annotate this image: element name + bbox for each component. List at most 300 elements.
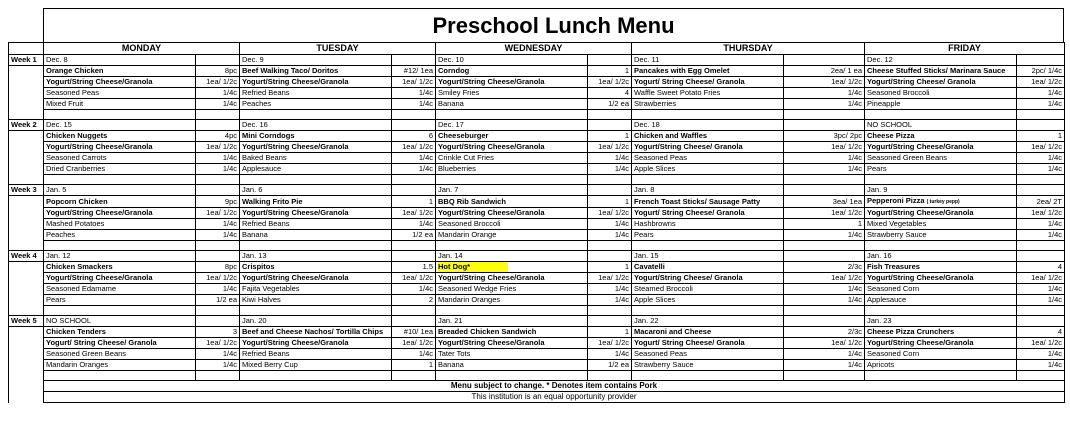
menu-item xyxy=(865,284,1017,295)
week-date-row xyxy=(9,55,1065,66)
menu-item xyxy=(44,164,196,175)
week-spacer xyxy=(9,262,44,273)
empty-cell xyxy=(392,306,436,316)
week-date-row xyxy=(9,316,1065,327)
menu-item-label: Seasoned Carrots xyxy=(46,153,107,162)
menu-item xyxy=(865,295,1017,306)
date-cell: Jan. 16 xyxy=(865,251,1017,262)
empty-cell xyxy=(1017,110,1065,120)
portion-cell: 1/4c xyxy=(392,284,436,295)
menu-item xyxy=(632,219,784,230)
date-qty-cell xyxy=(1017,185,1065,196)
menu-item xyxy=(436,164,588,175)
menu-item-label: Macaroni and Cheese xyxy=(634,327,712,336)
menu-item-label: Seasoned Green Beans xyxy=(46,349,127,358)
menu-item xyxy=(865,262,1017,273)
portion-cell: 1ea/ 1/2c xyxy=(588,208,632,219)
menu-item-label: Chicken Nuggets xyxy=(46,131,108,140)
portion-cell: 9pc xyxy=(196,196,240,208)
date-qty-cell xyxy=(588,316,632,327)
empty-cell xyxy=(240,306,392,316)
empty-cell xyxy=(196,241,240,251)
empty-cell xyxy=(240,241,392,251)
menu-item xyxy=(865,338,1017,349)
menu-item xyxy=(240,66,392,77)
menu-item xyxy=(436,219,588,230)
menu-item xyxy=(632,360,784,371)
portion-cell: 1/4c xyxy=(784,99,865,110)
date-qty-cell xyxy=(392,185,436,196)
menu-row xyxy=(9,99,1065,110)
menu-item-label: Yogurt/String Cheese/Granola xyxy=(867,208,974,217)
empty-cell xyxy=(784,306,865,316)
menu-item-label: Yogurt/String Cheese/Granola xyxy=(46,273,153,282)
menu-item xyxy=(240,99,392,110)
empty-cell xyxy=(392,371,436,381)
portion-cell: 1ea/ 1/2c xyxy=(196,142,240,153)
week-date-row xyxy=(9,251,1065,262)
date-qty-cell xyxy=(392,55,436,66)
menu-item xyxy=(632,284,784,295)
menu-item-label: Yogurt/String Cheese/Granola xyxy=(438,273,545,282)
portion-cell: 1/4c xyxy=(392,219,436,230)
footer-note: Menu subject to change. * Denotes item contains Pork xyxy=(44,381,1065,392)
empty-cell xyxy=(1017,175,1065,185)
date-cell: Jan. 15 xyxy=(632,251,784,262)
portion-cell: 1/4c xyxy=(1017,153,1065,164)
equal-opportunity-statement: This institution is an equal opportunity provider xyxy=(44,392,1065,403)
footer-spacer xyxy=(9,392,44,403)
menu-item-label: Crispitos xyxy=(242,262,275,271)
week-spacer xyxy=(9,306,44,316)
empty-cell xyxy=(436,110,588,120)
week-spacer xyxy=(9,208,44,219)
portion-cell: 1/4c xyxy=(392,99,436,110)
menu-item-label: Yogurt/String Cheese/Granola xyxy=(242,273,349,282)
portion-cell: 1ea/ 1/2c xyxy=(1017,273,1065,284)
portion-cell: 1/4c xyxy=(1017,284,1065,295)
menu-item-label: Seasoned Peas xyxy=(46,88,99,97)
date-cell: Dec. 11 xyxy=(632,55,784,66)
menu-row xyxy=(9,360,1065,371)
date-qty-cell xyxy=(196,316,240,327)
empty-cell xyxy=(588,371,632,381)
empty-cell xyxy=(784,241,865,251)
portion-cell: 1ea/ 1/2c xyxy=(1017,208,1065,219)
menu-item xyxy=(44,273,196,284)
portion-cell: 1/4c xyxy=(196,164,240,175)
portion-cell: 1 xyxy=(588,131,632,142)
portion-cell: 8pc xyxy=(196,66,240,77)
week-gap-row xyxy=(9,175,1065,185)
portion-cell: 1/4c xyxy=(196,153,240,164)
menu-item-label: Banana xyxy=(438,360,464,369)
week-spacer xyxy=(9,175,44,185)
menu-item xyxy=(44,360,196,371)
menu-item-label: Mandarin Orange xyxy=(438,230,497,239)
date-cell: Jan. 12 xyxy=(44,251,196,262)
portion-cell: 1/4c xyxy=(1017,219,1065,230)
menu-item xyxy=(632,99,784,110)
empty-cell xyxy=(784,371,865,381)
date-cell: NO SCHOOL xyxy=(44,316,196,327)
portion-cell: 1/4c xyxy=(392,164,436,175)
menu-item xyxy=(44,99,196,110)
menu-item-label: Walking Frito Pie xyxy=(242,196,303,206)
portion-cell: 1ea/ 1/2c xyxy=(196,338,240,349)
menu-item xyxy=(632,142,784,153)
menu-item xyxy=(865,142,1017,153)
menu-item xyxy=(240,88,392,99)
menu-item xyxy=(865,164,1017,175)
date-cell: Dec. 10 xyxy=(436,55,588,66)
date-cell: Dec. 18 xyxy=(632,120,784,131)
menu-item-label: Peaches xyxy=(242,99,272,108)
menu-item-label: Apple Slices xyxy=(634,295,676,304)
date-qty-cell xyxy=(784,251,865,262)
menu-item xyxy=(436,153,588,164)
portion-cell: 1/4c xyxy=(784,349,865,360)
date-qty-cell xyxy=(784,55,865,66)
menu-item-label: Yogurt/ String Cheese/ Granola xyxy=(634,338,745,347)
menu-item xyxy=(240,142,392,153)
week-gap-row xyxy=(9,306,1065,316)
date-qty-cell xyxy=(784,316,865,327)
week-spacer xyxy=(9,273,44,284)
empty-cell xyxy=(196,371,240,381)
portion-cell: 1 xyxy=(392,360,436,371)
date-qty-cell xyxy=(196,185,240,196)
menu-item-label: Mandarin Oranges xyxy=(46,360,109,369)
pepperoni-note: ( turkey pepp) xyxy=(926,199,960,205)
portion-cell: 1/4c xyxy=(784,88,865,99)
menu-item-label: Yogurt/String Cheese/Granola xyxy=(867,273,974,282)
week-spacer xyxy=(9,196,44,208)
portion-cell: 8pc xyxy=(196,262,240,273)
empty-cell xyxy=(588,241,632,251)
empty-cell xyxy=(1017,306,1065,316)
menu-item xyxy=(632,164,784,175)
menu-item xyxy=(436,196,588,208)
date-cell: Jan. 8 xyxy=(632,185,784,196)
menu-item-label: Pineapple xyxy=(867,99,901,108)
menu-item xyxy=(436,66,588,77)
menu-item-label: Kiwi Halves xyxy=(242,295,281,304)
date-cell: Jan. 22 xyxy=(632,316,784,327)
menu-item xyxy=(240,77,392,88)
portion-cell: 1ea/ 1/2c xyxy=(392,142,436,153)
menu-item xyxy=(436,208,588,219)
menu-item-label: Yogurt/ String Cheese/ Granola xyxy=(634,208,745,217)
menu-item xyxy=(436,77,588,88)
date-cell: Dec. 12 xyxy=(865,55,1017,66)
portion-cell: 1/4c xyxy=(392,349,436,360)
menu-item xyxy=(44,153,196,164)
empty-cell xyxy=(196,110,240,120)
menu-item-label: Orange Chicken xyxy=(46,66,104,75)
week-spacer xyxy=(9,66,44,77)
menu-row xyxy=(9,262,1065,273)
portion-cell: 1/4c xyxy=(392,88,436,99)
portion-cell: 1/4c xyxy=(588,295,632,306)
menu-item xyxy=(632,338,784,349)
portion-cell: 1/4c xyxy=(784,295,865,306)
menu-item-label: Steamed Broccoli xyxy=(634,284,693,293)
portion-cell: 1/4c xyxy=(196,230,240,241)
menu-row xyxy=(9,208,1065,219)
menu-row xyxy=(9,66,1065,77)
portion-cell: 2pc/ 1/4c xyxy=(1017,66,1065,77)
week-spacer xyxy=(9,241,44,251)
menu-item xyxy=(240,131,392,142)
menu-item-label: Yogurt/String Cheese/Granola xyxy=(438,338,545,347)
portion-cell: 1/4c xyxy=(1017,295,1065,306)
menu-item xyxy=(632,273,784,284)
date-cell: Dec. 9 xyxy=(240,55,392,66)
menu-item-label: Applesauce xyxy=(242,164,282,173)
portion-cell: 1/4c xyxy=(196,284,240,295)
menu-item xyxy=(44,338,196,349)
date-qty-cell xyxy=(1017,55,1065,66)
date-qty-cell xyxy=(588,185,632,196)
menu-item xyxy=(436,131,588,142)
week-spacer xyxy=(9,77,44,88)
portion-cell: 1 xyxy=(1017,131,1065,142)
menu-item-label: Beef and Cheese Nachos/ Tortilla Chips xyxy=(242,327,384,336)
menu-item-label: Yogurt/String Cheese/ Granola xyxy=(867,77,976,86)
portion-cell: 6 xyxy=(392,131,436,142)
menu-item xyxy=(240,153,392,164)
empty-cell xyxy=(44,241,196,251)
menu-row xyxy=(9,142,1065,153)
menu-item-label: Seasoned Peas xyxy=(634,153,687,162)
empty-cell xyxy=(196,306,240,316)
menu-item-label: Yogurt/String Cheese/Granola xyxy=(867,338,974,347)
menu-item xyxy=(240,230,392,241)
menu-row xyxy=(9,77,1065,88)
portion-cell: 3ea/ 1ea xyxy=(784,196,865,208)
menu-item-label: Waffle Sweet Potato Fries xyxy=(634,88,721,97)
portion-cell: 1 xyxy=(392,196,436,208)
menu-item-label: Yogurt/ String Cheese/ Granola xyxy=(634,77,745,86)
day-header-friday: FRIDAY xyxy=(865,43,1065,55)
menu-row xyxy=(9,88,1065,99)
portion-cell: 1/2 ea xyxy=(392,230,436,241)
week-label: Week 3 xyxy=(9,185,44,196)
week-spacer xyxy=(9,142,44,153)
week-spacer xyxy=(9,110,44,120)
menu-item-label: Pepperoni Pizza xyxy=(867,196,925,205)
empty-cell xyxy=(632,110,784,120)
menu-item-label: Seasoned Green Beans xyxy=(867,153,948,162)
week-label: Week 1 xyxy=(9,55,44,66)
menu-item-label: Cavatelli xyxy=(634,262,665,271)
portion-cell: 1ea/ 1/2c xyxy=(196,208,240,219)
menu-item-label: Yogurt/String Cheese/Granola xyxy=(438,77,545,86)
menu-item xyxy=(44,131,196,142)
date-cell: Jan. 5 xyxy=(44,185,196,196)
date-qty-cell xyxy=(196,251,240,262)
menu-item xyxy=(44,88,196,99)
menu-item xyxy=(240,295,392,306)
portion-cell: 2 xyxy=(392,295,436,306)
menu-row xyxy=(9,327,1065,338)
date-qty-cell xyxy=(392,251,436,262)
menu-item-label: Blueberries xyxy=(438,164,476,173)
date-qty-cell xyxy=(196,55,240,66)
menu-item xyxy=(436,360,588,371)
menu-item xyxy=(240,219,392,230)
week-spacer xyxy=(9,230,44,241)
week-spacer xyxy=(9,99,44,110)
portion-cell: 1ea/ 1/2c xyxy=(588,142,632,153)
menu-item xyxy=(436,338,588,349)
menu-item-label: Cheese Stuffed Sticks/ Marinara Sauce xyxy=(867,66,1006,75)
portion-cell: 4 xyxy=(1017,327,1065,338)
menu-item xyxy=(44,262,196,273)
menu-item-label: Seasoned Wedge Fries xyxy=(438,284,517,293)
portion-cell: 1ea/ 1/2c xyxy=(1017,142,1065,153)
week-spacer xyxy=(9,349,44,360)
date-cell: Jan. 6 xyxy=(240,185,392,196)
menu-item xyxy=(44,327,196,338)
menu-item-label: Strawberries xyxy=(634,99,677,108)
empty-cell xyxy=(865,306,1017,316)
date-cell: Jan. 9 xyxy=(865,185,1017,196)
portion-cell: 1ea/ 1/2c xyxy=(784,273,865,284)
empty-cell xyxy=(784,175,865,185)
menu-item xyxy=(44,349,196,360)
menu-item xyxy=(436,230,588,241)
menu-item-label: Crinkle Cut Fries xyxy=(438,153,494,162)
portion-cell: 1 xyxy=(588,196,632,208)
portion-cell: 2/3c xyxy=(784,327,865,338)
portion-cell: #10/ 1ea xyxy=(392,327,436,338)
menu-item xyxy=(632,230,784,241)
corner-cell xyxy=(9,43,44,55)
week-spacer xyxy=(9,284,44,295)
menu-item-label: Yogurt/ String Cheese/ Granola xyxy=(46,338,157,347)
menu-row xyxy=(9,196,1065,208)
portion-cell: 1/2 ea xyxy=(196,295,240,306)
menu-item xyxy=(240,338,392,349)
portion-cell: 4 xyxy=(588,88,632,99)
date-cell: Jan. 23 xyxy=(865,316,1017,327)
menu-item xyxy=(240,208,392,219)
menu-item-label: Yogurt/String Cheese/Granola xyxy=(242,208,349,217)
portion-cell: 1/4c xyxy=(1017,349,1065,360)
menu-item xyxy=(436,284,588,295)
portion-cell: 1ea/ 1/2c xyxy=(784,208,865,219)
menu-item-label: Seasoned Corn xyxy=(867,284,920,293)
menu-item-label: Yogurt/String Cheese/Granola xyxy=(46,142,153,151)
menu-item xyxy=(240,284,392,295)
portion-cell: 2ea/ 2T xyxy=(1017,196,1065,208)
menu-item-label: Mixed Berry Cup xyxy=(242,360,298,369)
portion-cell: 1ea/ 1/2c xyxy=(588,77,632,88)
portion-cell: 1ea/ 1/2c xyxy=(196,77,240,88)
date-cell: Dec. 16 xyxy=(240,120,392,131)
menu-item xyxy=(240,327,392,338)
portion-cell: 1/2 ea xyxy=(588,99,632,110)
date-qty-cell xyxy=(196,120,240,131)
empty-cell xyxy=(44,306,196,316)
menu-item xyxy=(632,88,784,99)
menu-item-label: Yogurt/String Cheese/Granola xyxy=(46,208,153,217)
footer-note-row xyxy=(9,381,1065,392)
menu-item-label: Yogurt/String Cheese/Granola xyxy=(242,142,349,151)
menu-sheet xyxy=(8,8,1064,422)
date-qty-cell xyxy=(784,185,865,196)
week-spacer xyxy=(9,88,44,99)
menu-item xyxy=(240,164,392,175)
menu-item-label: Cheeseburger xyxy=(438,131,489,140)
menu-item-label: Mixed Fruit xyxy=(46,99,84,108)
portion-cell: 1ea/ 1/2c xyxy=(588,338,632,349)
date-cell: Jan. 14 xyxy=(436,251,588,262)
portion-cell: 1/4c xyxy=(1017,99,1065,110)
portion-cell: 1/4c xyxy=(784,284,865,295)
day-header-tuesday: TUESDAY xyxy=(240,43,436,55)
week-spacer xyxy=(9,164,44,175)
menu-item-label: Yogurt/String Cheese/Granola xyxy=(438,208,545,217)
menu-item-label: Refried Beans xyxy=(242,88,290,97)
menu-item xyxy=(632,327,784,338)
portion-cell: 1ea/ 1/2c xyxy=(392,338,436,349)
menu-item xyxy=(865,360,1017,371)
menu-item xyxy=(44,196,196,208)
date-qty-cell xyxy=(588,120,632,131)
portion-cell: 1/4c xyxy=(784,360,865,371)
empty-cell xyxy=(44,371,196,381)
menu-item xyxy=(436,327,588,338)
menu-row xyxy=(9,153,1065,164)
empty-cell xyxy=(588,110,632,120)
date-cell: Jan. 21 xyxy=(436,316,588,327)
menu-item-label: Yogurt/String Cheese/Granola xyxy=(46,77,153,86)
date-qty-cell xyxy=(1017,251,1065,262)
menu-item xyxy=(632,131,784,142)
menu-item xyxy=(240,196,392,208)
empty-cell xyxy=(392,241,436,251)
menu-item-label: Yogurt/String Cheese/Granola xyxy=(242,338,349,347)
menu-row xyxy=(9,349,1065,360)
portion-cell: 1/4c xyxy=(588,219,632,230)
menu-item-label: Mixed Vegetables xyxy=(867,219,927,228)
date-qty-cell xyxy=(784,120,865,131)
portion-cell: 1ea/ 1/2c xyxy=(392,77,436,88)
portion-cell: 1/4c xyxy=(196,349,240,360)
portion-cell: 1/4c xyxy=(588,349,632,360)
portion-cell: 1 xyxy=(784,219,865,230)
portion-cell: 1ea/ 1/2c xyxy=(1017,338,1065,349)
portion-cell: #12/ 1ea xyxy=(392,66,436,77)
menu-item xyxy=(865,77,1017,88)
empty-cell xyxy=(44,110,196,120)
date-qty-cell xyxy=(392,316,436,327)
menu-item-label: Mini Corndogs xyxy=(242,131,295,140)
portion-cell: 1 xyxy=(588,262,632,273)
menu-item xyxy=(436,88,588,99)
empty-cell xyxy=(240,371,392,381)
empty-cell xyxy=(44,175,196,185)
portion-cell: 1ea/ 1/2c xyxy=(196,273,240,284)
date-cell: Jan. 7 xyxy=(436,185,588,196)
menu-item-label: Chicken and Waffles xyxy=(634,131,708,140)
menu-row xyxy=(9,131,1065,142)
portion-cell: 1/4c xyxy=(588,164,632,175)
menu-item xyxy=(865,208,1017,219)
